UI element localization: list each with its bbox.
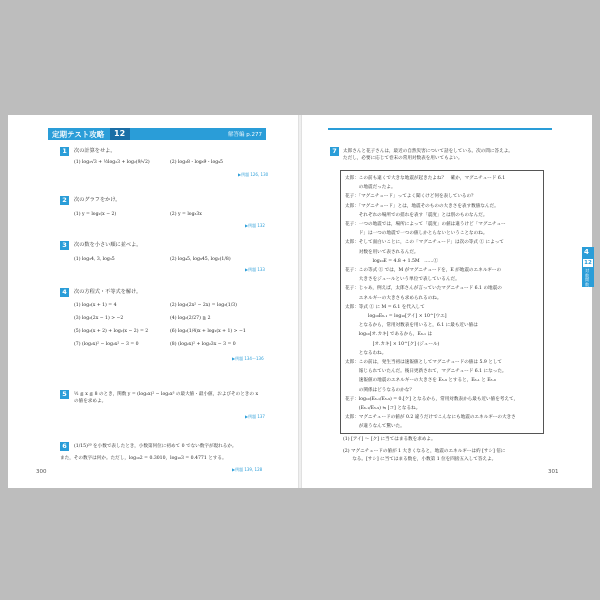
section-number-tab: 12 <box>584 260 592 266</box>
dialog-line: [オ.カキ] × 10^[ク] (ジュール) <box>345 341 440 347</box>
question-prompt: ½ ≦ x ≦ 8 のとき，関数 y = (log₂x)² − log₂x³ の最大値・最小値，およびそのときの x の値を求めよ。 <box>74 392 259 404</box>
dialog-line: 太郎：「マグニチュード」とは，地震そのものの大きさを表す数値なんだ。 <box>345 203 499 209</box>
question-number: 5 <box>60 390 69 399</box>
question-item: (4) log₂(2/27) ≧ 2 <box>170 316 211 321</box>
dialog-line: の関係はどうなるのかな？ <box>345 387 414 393</box>
dialog-line: が違うなんて驚いた。 <box>345 424 405 430</box>
sub-question: (1) [アイ] 〜 [ク] に当てはまる数を求めよ。 <box>343 437 436 442</box>
dialog-line: 太郎：そして面白いことに，この「マグニチュード」は次の等式 ① によって <box>345 240 504 246</box>
intro-line: ただし，必要に応じて巻末の常用対数表を用いてもよい。 <box>343 156 463 161</box>
question-number: 7 <box>330 147 339 156</box>
question-number: 1 <box>60 147 69 156</box>
question-item: (2) log₃8・log₈9・log₉5 <box>170 160 223 165</box>
chapter-tab <box>582 247 594 287</box>
question-number: 3 <box>60 241 69 250</box>
question-prompt: 次の数を小さい順に並べよ。 <box>74 242 142 248</box>
question-number: 2 <box>60 196 69 205</box>
question-item: (6) log₂(1/4)x + log₂(x + 1) > −1 <box>170 329 246 334</box>
question-prompt: 次のグラフをかけ。 <box>74 197 121 203</box>
dialog-line: 花子：「マグニチュード」ってよく聞くけど何を表しているの？ <box>345 194 476 200</box>
intro-line: 太郎さんと花子さんは，最近の自然災害について話をしている。次の問に答えよ。 <box>343 149 513 154</box>
question-item: (2) log₄5, log₉45, log₂(1/8) <box>170 257 231 262</box>
example-reference: ▶例題 126, 130 <box>238 172 269 177</box>
dialog-line: 太郎：等式 ① に M = 6.1 を代入して <box>345 304 425 310</box>
dialog-line: 報じられていたんだ。後日更新されて，マグニチュード 6.1 になった。 <box>345 369 507 375</box>
dialog-line: log₁₀[オ.カキ] であるから，E₆.₁ は <box>345 332 433 338</box>
dialog-line: 花子：一つの地震では，場所によって「震度」の値は違うけど「マグニチュー <box>345 222 506 228</box>
page-gutter <box>298 115 302 488</box>
dialog-line: 対数を用いて表されるんだ。 <box>345 249 419 255</box>
header-rule <box>328 128 552 130</box>
dialog-line: log₁₀E₆.₁ = log₁₀[アイ] × 10^[ウエ] <box>345 314 447 320</box>
question-prompt: (1/15)²⁰ を小数で表したとき，小数第何位に初めて 0 でない数字が現れるか。 <box>74 444 237 449</box>
question-item: (2) log₃(2x² − 2x) = log₃(1/3) <box>170 303 237 308</box>
example-reference: ▶例題 132 <box>245 223 265 228</box>
question-number: 6 <box>60 442 69 451</box>
dialog-line: 太郎：この前も遠くで大きな地震が起きたよね？ 確か，マグニチュード 6.1 <box>345 176 506 181</box>
section-header <box>48 128 266 140</box>
dialog-line: となるから，常用対数表を用いると，6.1 に最も近い値は <box>345 323 478 329</box>
left-page <box>8 115 300 488</box>
dialog-line: 太郎：この前は，発生当初は速報値としてマグニチュードの値は 5.9 として <box>345 360 502 366</box>
question-prompt: 次の方程式・不等式を解け。 <box>74 289 142 295</box>
question-item: (1) log₃4, 3, log₃5 <box>74 257 115 262</box>
dialog-line: となるわね。 <box>345 350 387 356</box>
page-number-right: 301 <box>548 469 559 475</box>
section-number-box <box>110 128 130 140</box>
question-item: (5) log₂(x + 2) + log₂(x − 2) = 2 <box>74 329 149 334</box>
dialog-line: 花子：この等式 ① では，M がマグニチュードを，E が地震のエネルギーの <box>345 268 502 274</box>
question-item: (1) y = log₂(x − 2) <box>74 212 117 217</box>
dialog-line: 太郎：マグニチュードの値が 0.2 違うだけでこんなにも地震のエネルギーの大きさ <box>345 415 516 421</box>
chapter-label: 対数関数 <box>585 268 589 287</box>
dialog-text <box>345 174 541 432</box>
page-number-left: 300 <box>36 469 47 475</box>
dialog-line: 花子：じゃあ，例えば，太郎さんが言っていたマグニチュード 6.1 の地震の <box>345 286 502 292</box>
question-item: (1) log₂(x + 1) = 4 <box>74 303 117 308</box>
question-item: (7) (log₂x)² − log₂x² − 3 = 0 <box>74 342 139 347</box>
dialog-line: log₁₀E = 4.8 + 1.5M ……① <box>345 258 439 264</box>
example-reference: ▶例題 139, 128 <box>232 467 263 472</box>
dialog-line: (E₆.₁/E₅.₉) ≒ [コ] となるね。 <box>345 406 421 412</box>
section-title: 定期テスト攻略 <box>52 130 105 139</box>
answer-reference: 解答編 p.277 <box>228 132 262 138</box>
dialog-box <box>340 170 544 434</box>
example-reference: ▶例題 133 <box>245 267 265 272</box>
section-number: 12 <box>114 129 126 138</box>
dialog-line: 速報値の地震のエネルギーの大きさを E₅.₉ とすると，E₆.₁ と E₅.₉ <box>345 378 496 384</box>
question-number: 4 <box>60 288 69 297</box>
question-prompt: 次の計算をせよ。 <box>74 148 116 154</box>
dialog-line: 花子：log₁₀(E₆.₁/E₅.₉) = 0.[ケ] となるから，常用対数表から最も近い値を考えて， <box>345 396 519 402</box>
sub-question: (2) マグニチュードの値が 1 大きくなると，地震のエネルギーは約 [サシ] 倍に <box>343 449 506 454</box>
example-reference: ▶例題 134〜136 <box>232 356 264 361</box>
dialog-line: ド」は一つの地震で一つの値しかとらないということなのね。 <box>345 231 488 237</box>
question-item: (8) (log₂x)² + log₂3x − 3 = 0 <box>170 342 236 347</box>
dialog-line: 大きさをジュールという単位で表しているんだ。 <box>345 277 460 283</box>
question-item: (1) log₂√3 + ½log₂3 + log₂(9/√2) <box>74 160 150 165</box>
dialog-line: の地震だったよ。 <box>345 185 396 191</box>
chapter-number: 4 <box>584 248 589 256</box>
dialog-line: エネルギーの大きさも求められるのね。 <box>345 295 442 301</box>
example-reference: ▶例題 137 <box>245 414 265 419</box>
question-item: また，その数字は何か。ただし，log₁₀2 = 0.3010，log₁₀3 = 0.4771 とする。 <box>60 456 227 461</box>
dialog-line: それぞれの場所での揺れを表す「震度」とは別のものなんだ。 <box>345 212 488 218</box>
sub-question: なる。[サシ] に当てはまる数を，小数第 1 位を四捨五入して答えよ。 <box>343 457 497 462</box>
question-item: (3) log₂(2x − 1) > −2 <box>74 316 124 321</box>
question-item: (2) y = log₃3x <box>170 212 202 217</box>
